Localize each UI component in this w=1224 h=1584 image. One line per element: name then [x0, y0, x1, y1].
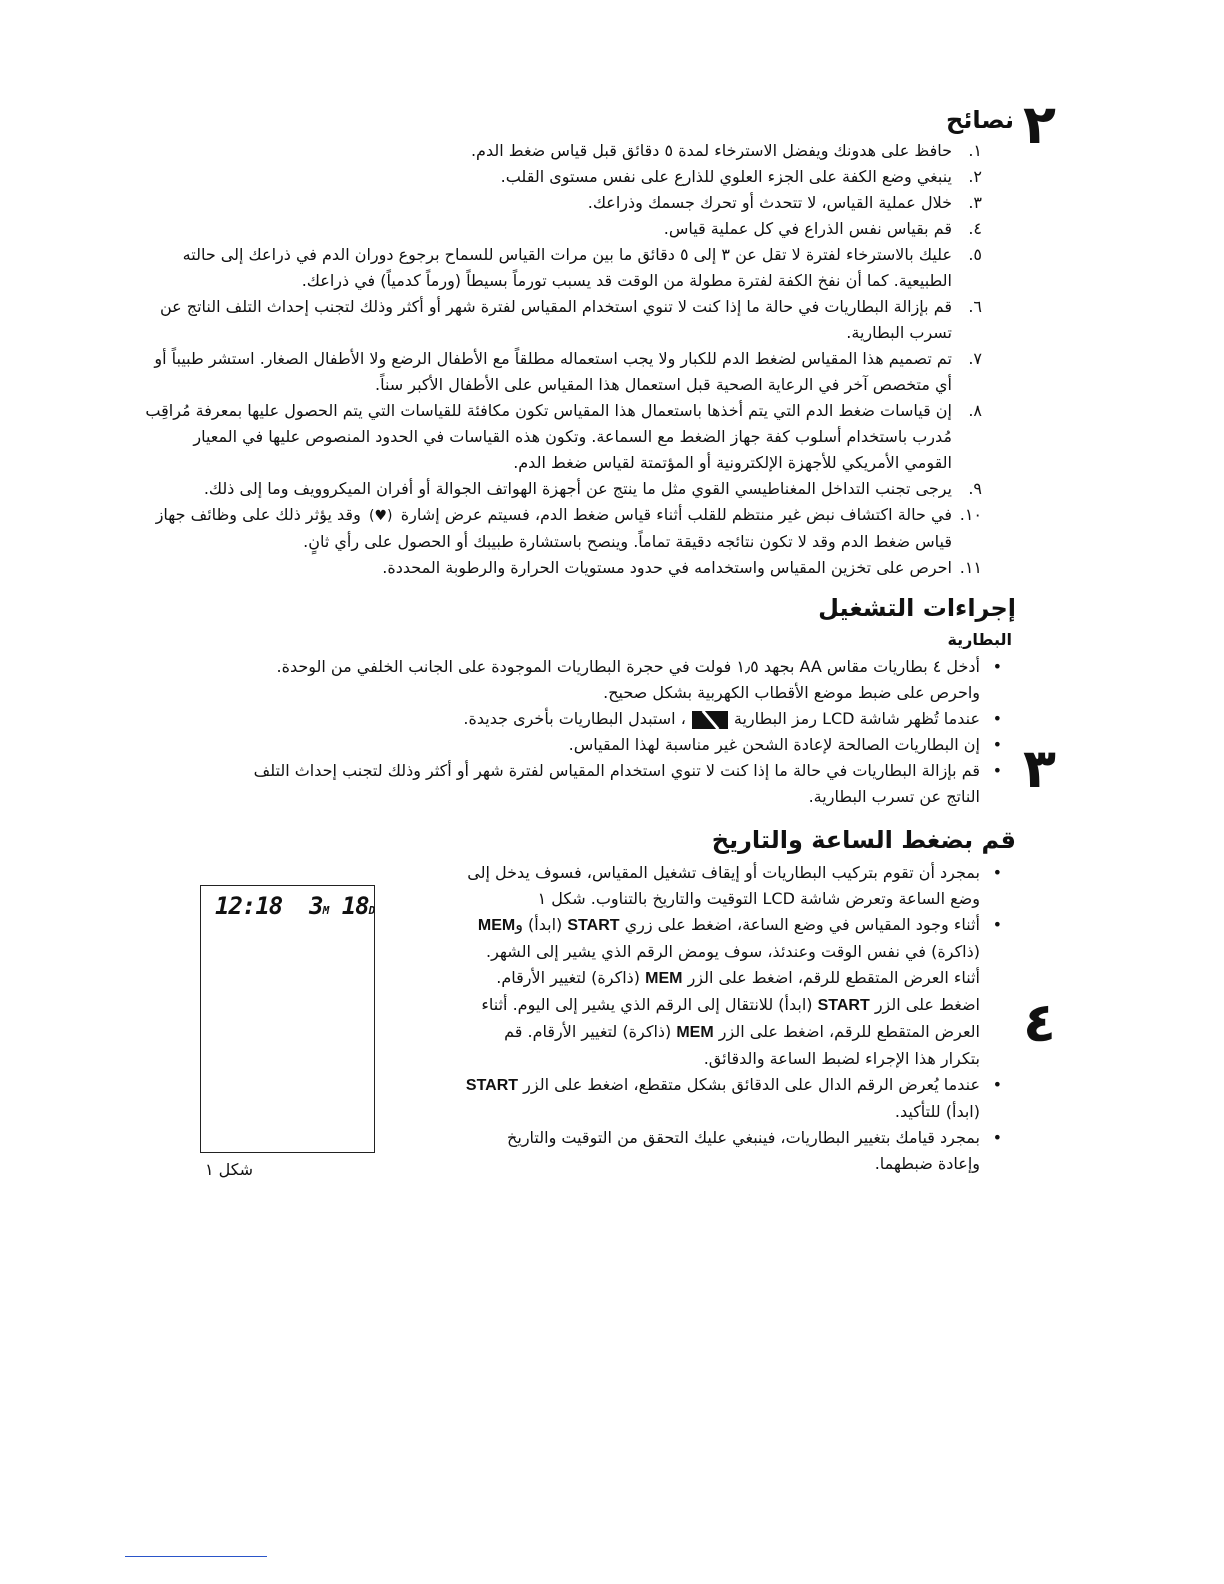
section-title-clock: قم بضغط الساعة والتاريخ [711, 826, 1016, 854]
list-item: ٢. ينبغي وضع الكفة على الجزء العلوي للذارع على نفس مستوى القلب. [500, 167, 982, 186]
low-battery-icon [692, 711, 728, 729]
mem-key-label: MEM [645, 970, 683, 987]
clock-list [462, 860, 1002, 1177]
list-item: ٦. قم بإزالة البطاريات في حالة ما إذا كنت لا تنوي استخدام المقياس لفترة شهر أو أكثر وذلك لتجنب إحداث التلف الناتج عن تسرب البطارية. [159, 297, 982, 342]
list-item: ٧. تم تصميم هذا المقياس لضغط الدم للكبار ولا يجب استعماله مطلقاً مع الأطفال الرضع ولا الأطفال الصغار. استشر طبيباً أو أي متخصص آخر في الرعاية الصحية قبل استعمال هذا المقياس على الأطفال الأكبر سناً. [154, 349, 982, 394]
section-number-2: ٢ [1023, 93, 1056, 156]
lcd-day-unit: D [368, 904, 375, 917]
footnote-divider [125, 1556, 267, 1557]
list-item: • أثناء وجود المقياس في وضع الساعة، اضغط على زري START (ابدأ) وMEM (ذاكرة) في نفس الوقت وعندئذ، سوف يومض الرقم الذي يشير إلى الشهر. أثناء العرض المتقطع للرقم، اضغط على الزر MEM (ذاكرة) لتغيير الأرقام. اضغط على الزر START (ابدأ) للانتقال إلى الرقم الذي يشير إلى اليوم. أثناء العرض المتقطع للرقم، اضغط على الزر MEM (ذاكرة) لتغيير الأرقام. قم بتكرار هذا الإجراء لضبط الساعة والدقائق. [477, 915, 1002, 1068]
list-item: ٥. عليك بالاسترخاء لفترة لا تقل عن ٣ إلى ٥ دقائق ما بين مرات القياس للسماح برجوع دوران الدم في ذراعك إلى حالته الطبيعية. كما أن نفخ الكفة لفترة مطولة من الوقت قد يسبب تورماً بسيطاً (ورماً كدمياً) في ذراعك. [182, 245, 982, 290]
section-number-3: ٣ [1023, 737, 1056, 800]
section-number-4: ٤ [1023, 991, 1056, 1054]
battery-list [242, 654, 1002, 810]
list-item: ١٠. في حالة اكتشاف نبض غير منتظم للقلب أثناء قياس ضغط الدم، فسيتم عرض إشارة(♥)وقد يؤثر ذلك على وظائف جهاز قياس ضغط الدم وقد لا تكون نتائجه دقيقة تماماً. وينصح باستشارة طبيبك أو الحصول على رأي ثانٍ. [142, 502, 982, 555]
list-item: ٩. يرجى تجنب التداخل المغناطيسي القوي مثل ما ينتج عن أجهزة الهواتف الجوالة أو أفران الميكروويف وما إلى ذلك. [203, 479, 982, 498]
start-key-label: START [817, 997, 870, 1014]
lcd-display-figure [200, 885, 375, 1153]
section-title-operation: إجراءات التشغيل [818, 594, 1016, 622]
list-item: ٤. قم بقياس نفس الذراع في كل عملية قياس. [663, 219, 982, 238]
lcd-readout [215, 892, 374, 920]
list-item: • إن البطاريات الصالحة لإعادة الشحن غير مناسبة لهذا المقياس. [568, 735, 1002, 754]
list-item: • بمجرد أن تقوم بتركيب البطاريات أو إيقاف تشغيل المقياس، فسوف يدخل إلى وضع الساعة وتعرض شاشة LCD التوقيت والتاريخ بالتناوب. شكل ١ [467, 863, 1002, 908]
list-item: • بمجرد قيامك بتغيير البطاريات، فينبغي عليك التحقق من التوقيت والتاريخ وإعادة ضبطهما. [507, 1128, 1002, 1173]
lcd-month: 3 [309, 892, 323, 920]
list-item: • قم بإزالة البطاريات في حالة ما إذا كنت لا تنوي استخدام المقياس لفترة شهر أو أكثر وذلك لتجنب إحداث التلف الناتج عن تسرب البطارية. [253, 761, 1002, 806]
lcd-month-unit: M [322, 904, 329, 917]
list-item: ١١. احرص على تخزين المقياس واستخدامه في حدود مستويات الحرارة والرطوبة المحددة. [382, 557, 982, 577]
start-key-label: START [465, 1077, 519, 1094]
mem-key-label: MEM [477, 917, 516, 934]
list-item: ٨. إن قياسات ضغط الدم التي يتم أخذها باستعمال هذا المقياس تكون مكافئة للقياسات التي يتم الحصول عليها بمعرفة مُراقِب مُدرب باستخدام أسلوب كفة جهاز الضغط مع السماعة. وتكون هذه القياسات في الحدود المنصوص عليها في المعيار القومي الأمريكي للأجهزة الإلكترونية أو المؤتمتة لقياس ضغط الدم. [145, 401, 982, 472]
list-item: • عندما تُظهر شاشة LCD رمز البطارية، استبدل البطاريات بأخرى جديدة. [463, 709, 1002, 728]
list-item: ١. حافظ على هدونك ويفضل الاسترخاء لمدة ٥ دقائق قبل قياس ضغط الدم. [470, 141, 982, 160]
subsection-title-battery: البطارية [947, 630, 1012, 649]
list-item: • عندما يُعرض الرقم الدال على الدقائق بشكل متقطع، اضغط على الزر START (ابدأ) للتأكيد. [465, 1075, 1002, 1121]
list-item: • أدخل ٤ بطاريات مقاس AA بجهد ١٫٥ فولت في حجرة البطاريات الموجودة على الجانب الخلفي من الوحدة. واحرص على ضبط موضع الأقطاب الكهربية بشكل صحيح. [276, 657, 1002, 702]
lcd-day: 18 [341, 892, 369, 920]
section-title-tips: نصائح [946, 106, 1014, 134]
tips-list [142, 138, 982, 581]
lcd-time: 12:18 [215, 892, 283, 920]
figure-caption: شكل ١ [205, 1160, 254, 1179]
list-item: ٣. خلال عملية القياس، لا تتحدث أو تحرك جسمك وذراعك. [587, 193, 982, 212]
start-key-label: START [567, 917, 620, 934]
irregular-heartbeat-icon: (♥) [369, 507, 393, 524]
mem-key-label: MEM [676, 1024, 714, 1041]
